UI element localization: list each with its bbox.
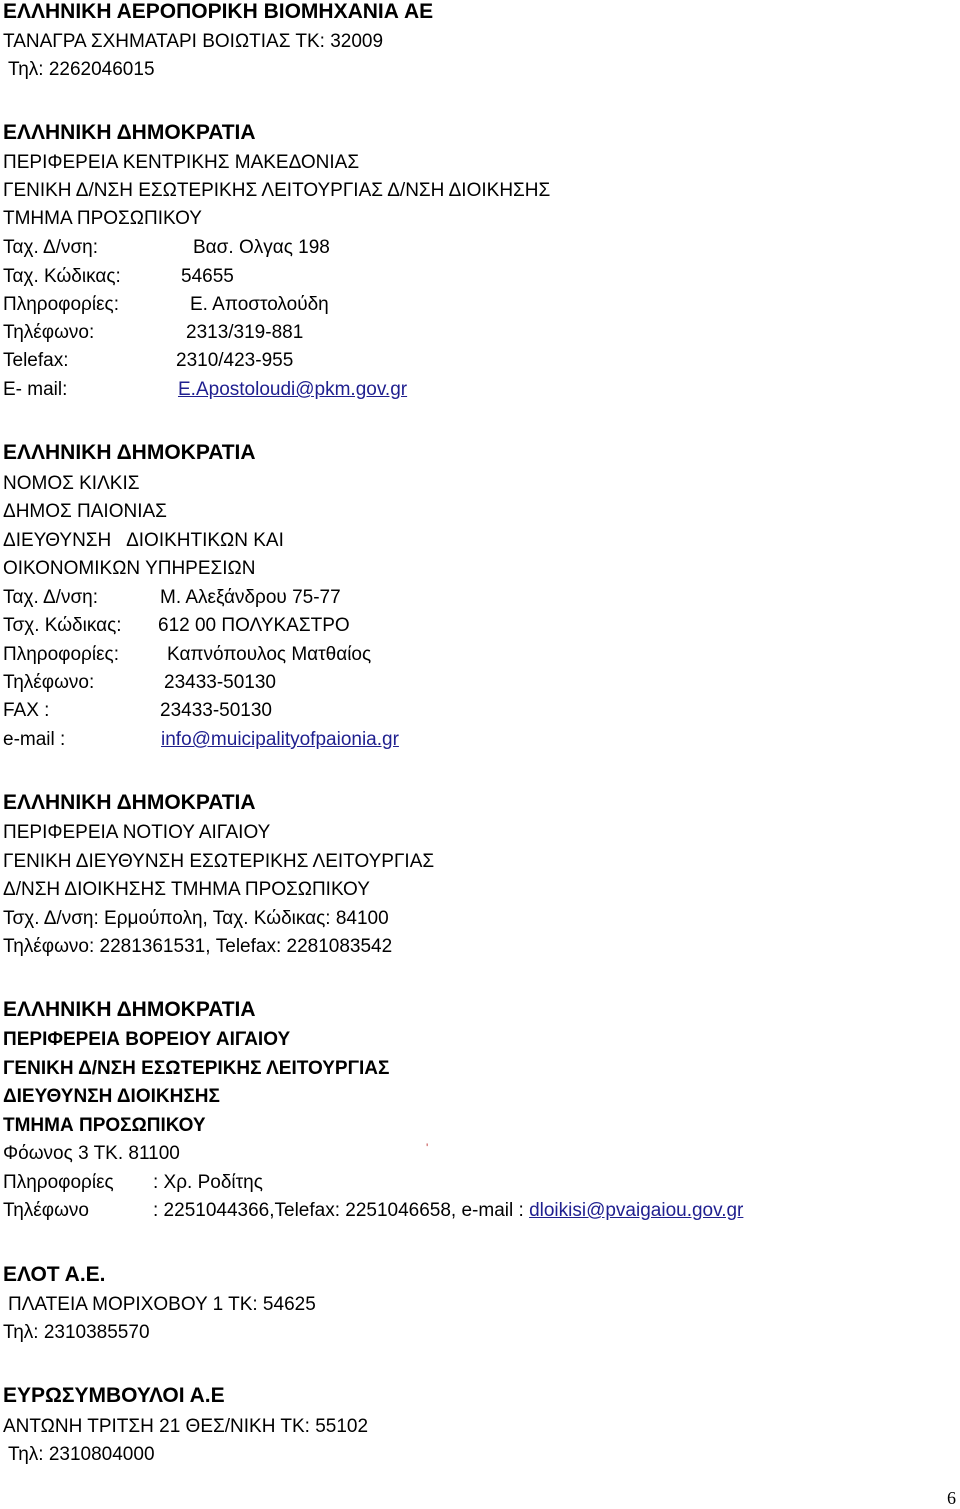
org2-info-label: Πληροφορίες: <box>3 294 119 315</box>
org5-info-label: Πληροφορίες <box>3 1172 114 1193</box>
org1-address: ΤΑΝΑΓΡΑ ΣΧΗΜΑΤΑΡΙ ΒΟΙΩΤΙΑΣ ΤΚ: 32009 <box>3 31 384 52</box>
org5-info-row <box>3 1171 263 1195</box>
org6-address: ΠΛΑΤΕΙΑ ΜΟΡΙΧΟΒΟΥ 1 ΤΚ: 54625 <box>8 1294 316 1315</box>
org3-postcode-row <box>3 614 350 638</box>
org5-email-link[interactable]: dloikisi@pvaigaiou.gov.gr <box>529 1200 744 1221</box>
org2-fax-label: Telefax: <box>3 350 69 371</box>
org3-email-label: e-mail : <box>3 729 66 750</box>
org2-section: ΤΜΗΜΑ ΠΡΟΣΩΠΙΚΟΥ <box>3 208 202 229</box>
org3-address-value: Μ. Αλεξάνδρου 75-77 <box>160 587 341 608</box>
org4-dept: ΓΕΝΙΚΗ ΔΙΕΥΘΥΝΣΗ ΕΣΩΤΕΡΙΚΗΣ ΛΕΙΤΟΥΡΓΙΑΣ <box>3 851 435 872</box>
page-number: 6 <box>947 1488 956 1508</box>
org7-address: ΑΝΤΩΝΗ ΤΡΙΤΣΗ 21 ΘΕΣ/ΝΙΚΗ ΤΚ: 55102 <box>3 1416 369 1437</box>
org4-title: ΕΛΛΗΝΙΚΗ ΔΗΜΟΚΡΑΤΙΑ <box>3 791 256 814</box>
org4-phones: Τηλέφωνο: 2281361531, Telefax: 2281083542 <box>3 936 393 957</box>
org2-phone-row <box>3 321 304 345</box>
org2-postcode-row <box>3 265 234 289</box>
org2-phone-value: 2313/319-881 <box>186 322 304 343</box>
org2-phone-label: Τηλέφωνο: <box>3 322 95 343</box>
org3-phone-label: Τηλέφωνο: <box>3 672 95 693</box>
org3-postcode-value: 612 00 ΠΟΛΥΚΑΣΤΡΟ <box>158 615 350 636</box>
org5-phone-value: : 2251044366,Telefax: 2251046658, e-mail : <box>153 1200 530 1221</box>
org3-address-label: Ταχ. Δ/νση: <box>3 587 99 608</box>
org4-section: Δ/ΝΣΗ ΔΙΟΙΚΗΣΗΣ ΤΜΗΜΑ ΠΡΟΣΩΠΙΚΟΥ <box>3 879 370 900</box>
org2-postcode-value: 54655 <box>181 266 234 287</box>
org1-name: ΕΛΛΗΝΙΚΗ ΑΕΡΟΠΟΡΙΚΗ ΒΙΟΜΗΧΑΝΙΑ ΑΕ <box>3 0 434 23</box>
org3-phone-row <box>3 671 276 695</box>
org6-phone: Τηλ: 2310385570 <box>3 1322 150 1343</box>
org3-fax-row <box>3 699 272 723</box>
org5-address: Φόωνος 3 ΤΚ. 81100 <box>3 1143 180 1164</box>
org2-info-value: Ε. Αποστολούδη <box>190 294 329 315</box>
org2-info-row <box>3 293 329 317</box>
org5-phone-label: Τηλέφωνο <box>3 1200 89 1221</box>
org3-dept-line1: ΔΙΕΥΘΥΝΣΗ ΔΙΟΙΚΗΤΙΚΩΝ ΚΑΙ <box>3 530 284 551</box>
org5-title: ΕΛΛΗΝΙΚΗ ΔΗΜΟΚΡΑΤΙΑ <box>3 998 256 1021</box>
org6-name: ΕΛΟΤ Α.Ε. <box>3 1263 106 1286</box>
org3-address-row <box>3 586 341 610</box>
org3-email-link[interactable]: info@muicipalityofpaionia.gr <box>161 729 399 750</box>
stray-mark: ' <box>426 1141 429 1155</box>
org3-info-label: Πληροφορίες: <box>3 644 119 665</box>
org2-address-label: Ταχ. Δ/νση: <box>3 237 99 258</box>
org1-phone: Τηλ: 2262046015 <box>8 59 155 80</box>
org3-title: ΕΛΛΗΝΙΚΗ ΔΗΜΟΚΡΑΤΙΑ <box>3 441 256 464</box>
org3-phone-value: 23433-50130 <box>164 672 276 693</box>
org3-postcode-label: Τσχ. Κώδικας: <box>3 615 122 636</box>
org2-email-link[interactable]: E.Apostoloudi@pkm.gov.gr <box>178 379 408 400</box>
org2-region: ΠΕΡΙΦΕΡΕΙΑ ΚΕΝΤΡΙΚΗΣ ΜΑΚΕΔΟΝΙΑΣ <box>3 152 360 173</box>
org7-name: ΕΥΡΩΣΥΜΒΟΥΛΟΙ Α.Ε <box>3 1384 225 1407</box>
org3-dept-line2: ΟΙΚΟΝΟΜΙΚΩΝ ΥΠΗΡΕΣΙΩΝ <box>3 558 256 579</box>
org2-address-row <box>3 236 330 260</box>
org2-email-row <box>3 378 408 402</box>
org3-prefecture: ΝΟΜΟΣ ΚΙΛΚΙΣ <box>3 473 140 494</box>
org3-municipality: ΔΗΜΟΣ ΠΑΙΟΝΙΑΣ <box>3 501 167 522</box>
org2-address-value: Βασ. Ολγας 198 <box>193 237 330 258</box>
org2-title: ΕΛΛΗΝΙΚΗ ΔΗΜΟΚΡΑΤΙΑ <box>3 121 256 144</box>
org5-section: ΤΜΗΜΑ ΠΡΟΣΩΠΙΚΟΥ <box>3 1115 206 1136</box>
org4-address: Τσχ. Δ/νση: Ερμούπολη, Ταχ. Κώδικας: 84100 <box>3 908 389 929</box>
org7-phone: Τηλ: 2310804000 <box>8 1444 155 1465</box>
org2-email-label: E- mail: <box>3 379 68 400</box>
org5-phone-row <box>3 1199 744 1223</box>
org3-email-row <box>3 728 399 752</box>
org3-info-row <box>3 643 372 667</box>
org3-fax-label: FAX : <box>3 700 50 721</box>
org5-region: ΠΕΡΙΦΕΡΕΙΑ ΒΟΡΕΙΟΥ ΑΙΓΑΙΟΥ <box>3 1029 291 1050</box>
org2-fax-row <box>3 349 294 373</box>
org3-fax-value: 23433-50130 <box>160 700 272 721</box>
org4-region: ΠΕΡΙΦΕΡΕΙΑ ΝΟΤΙΟΥ ΑΙΓΑΙΟΥ <box>3 822 271 843</box>
org2-postcode-label: Ταχ. Κώδικας: <box>3 266 121 287</box>
org3-info-value: Καπνόπουλος Ματθαίος <box>167 644 372 665</box>
org5-info-value: : Χρ. Ροδίτης <box>153 1172 263 1193</box>
org2-fax-value: 2310/423-955 <box>176 350 294 371</box>
org5-phone-contact <box>153 1199 743 1223</box>
org5-dept: ΓΕΝΙΚΗ Δ/ΝΣΗ ΕΣΩΤΕΡΙΚΗΣ ΛΕΙΤΟΥΡΓΙΑΣ <box>3 1058 390 1079</box>
org2-dept: ΓΕΝΙΚΗ Δ/ΝΣΗ ΕΣΩΤΕΡΙΚΗΣ ΛΕΙΤΟΥΡΓΙΑΣ Δ/ΝΣΗ ΔΙΟΙΚΗΣΗΣ <box>3 180 551 201</box>
org5-directorate: ΔΙΕΥΘΥΝΣΗ ΔΙΟΙΚΗΣΗΣ <box>3 1086 220 1107</box>
